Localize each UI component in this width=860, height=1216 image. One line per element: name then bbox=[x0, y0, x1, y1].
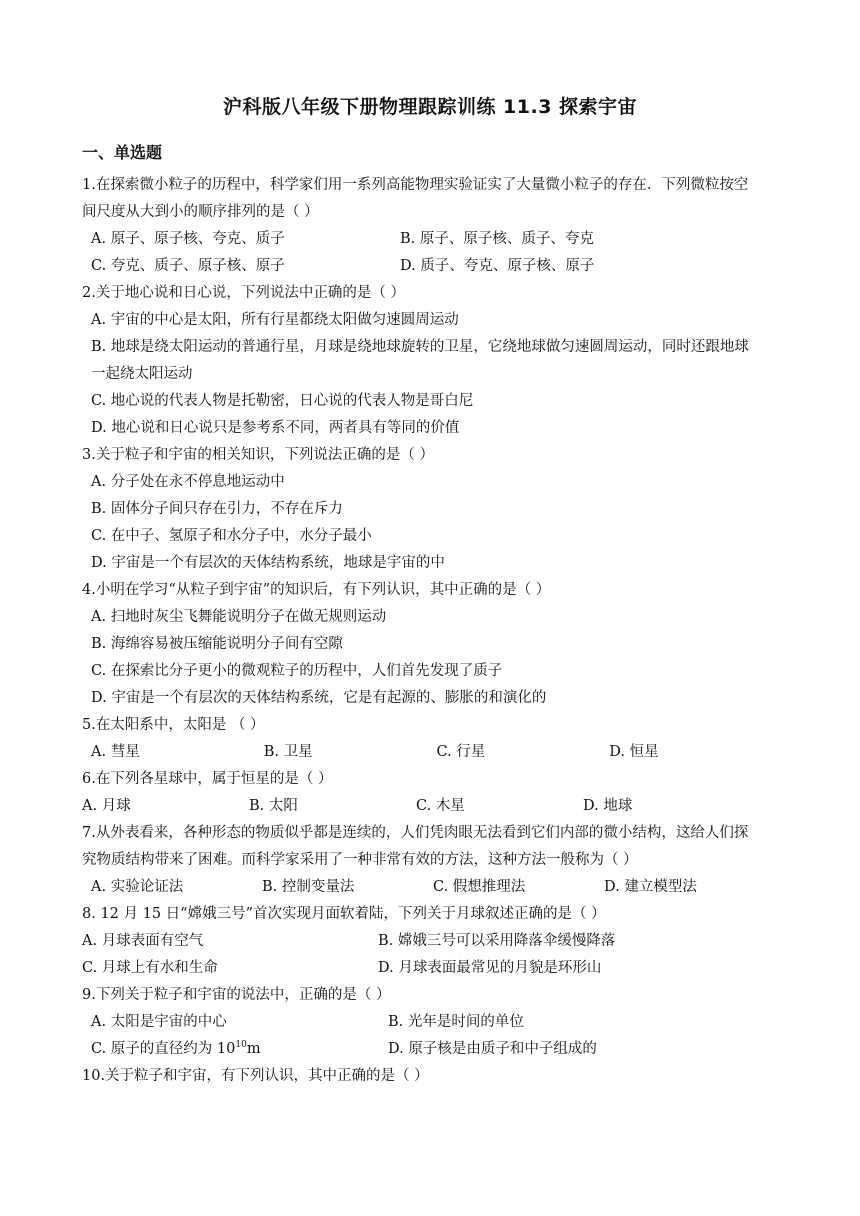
option-b: B. 海绵容易被压缩能说明分子间有空隙 bbox=[91, 636, 343, 652]
option-d: D. 质子、夸克、原子核、原子 bbox=[400, 258, 595, 274]
option-row bbox=[82, 793, 782, 820]
option-d: D. 地球 bbox=[583, 798, 633, 814]
question-stem: 8. 12 月 15 日“嫦娥三号”首次实现月面软着陆，下列关于月球叙述正确的是（ ） bbox=[82, 906, 606, 922]
option-a: A. 月球表面有空气 bbox=[82, 933, 204, 949]
option-d: D. 恒星 bbox=[609, 744, 659, 760]
question-2 bbox=[82, 280, 782, 442]
question-stem: 6.在下列各星球中，属于恒星的是（ ） bbox=[82, 771, 333, 787]
question-10 bbox=[82, 1063, 782, 1090]
option-b: B. 控制变量法 bbox=[262, 879, 355, 895]
question-1 bbox=[82, 172, 782, 280]
question-stem: 4.小明在学习“从粒子到宇宙”的知识后，有下列认识，其中正确的是（ ） bbox=[82, 582, 551, 598]
question-stem: 3.关于粒子和宇宙的相关知识，下列说法正确的是（ ） bbox=[82, 447, 434, 463]
option-b: B. 地球是绕太阳运动的普通行星，月球是绕地球旋转的卫星，它绕地球做匀速圆周运动，同时还跟地球 bbox=[91, 339, 749, 355]
option-a: A. 扫地时灰尘飞舞能说明分子在做无规则运动 bbox=[91, 609, 387, 625]
option-a: A. 太阳是宇宙的中心 bbox=[91, 1014, 227, 1030]
option-row bbox=[82, 739, 782, 766]
option-row bbox=[82, 1036, 782, 1063]
option-row bbox=[82, 874, 782, 901]
option-c: C. 假想推理法 bbox=[433, 879, 526, 895]
option-b: B. 光年是时间的单位 bbox=[388, 1014, 524, 1030]
section-heading: 一、单选题 bbox=[82, 143, 163, 162]
question-list bbox=[82, 172, 782, 1090]
option-row bbox=[82, 226, 782, 253]
question-stem: 2.关于地心说和日心说，下列说法中正确的是（ ） bbox=[82, 285, 405, 301]
option-d: D. 建立模型法 bbox=[604, 879, 697, 895]
question-9 bbox=[82, 982, 782, 1063]
option-row bbox=[82, 955, 782, 982]
question-stem: 1.在探索微小粒子的历程中，科学家们用一系列高能物理实验证实了大量微小粒子的存在．下列微粒按空 bbox=[82, 177, 749, 193]
question-stem-continued: 究物质结构带来了困难。而科学家采用了一种非常有效的方法，这种方法一般称为（ ） bbox=[82, 852, 638, 868]
question-stem-continued: 间尺度从大到小的顺序排列的是（ ） bbox=[82, 204, 319, 220]
option-c: C. 夸克、质子、原子核、原子 bbox=[91, 258, 285, 274]
option-c bbox=[91, 1036, 388, 1063]
option-row bbox=[82, 1009, 782, 1036]
option-a: A. 分子处在永不停息地运动中 bbox=[91, 474, 285, 490]
option-row bbox=[82, 253, 782, 280]
exponent: 10 bbox=[235, 1040, 247, 1050]
option-a: A. 宇宙的中心是太阳，所有行星都绕太阳做匀速圆周运动 bbox=[91, 312, 459, 328]
option-c: C. 地心说的代表人物是托勒密，日心说的代表人物是哥白尼 bbox=[91, 393, 474, 409]
option-b: B. 嫦娥三号可以采用降落伞缓慢降落 bbox=[378, 933, 616, 949]
question-8 bbox=[82, 901, 782, 982]
option-c-text: C. 原子的直径约为 10 bbox=[91, 1041, 236, 1057]
option-row bbox=[82, 928, 782, 955]
question-stem: 9.下列关于粒子和宇宙的说法中，正确的是（ ） bbox=[82, 987, 391, 1003]
option-b: B. 太阳 bbox=[249, 798, 298, 814]
question-stem: 10.关于粒子和宇宙，有下列认识，其中正确的是（ ） bbox=[82, 1068, 429, 1084]
option-c: C. 木星 bbox=[416, 798, 465, 814]
option-b-continued: 一起绕太阳运动 bbox=[91, 366, 193, 382]
question-stem: 5.在太阳系中，太阳是 （ ） bbox=[82, 717, 265, 733]
question-stem: 7.从外表看来，各种形态的物质似乎都是连续的，人们凭肉眼无法看到它们内部的微小结构，这给人们探 bbox=[82, 825, 749, 841]
option-c: C. 月球上有水和生命 bbox=[82, 960, 218, 976]
question-5 bbox=[82, 712, 782, 766]
question-3 bbox=[82, 442, 782, 577]
option-d: D. 原子核是由质子和中子组成的 bbox=[388, 1041, 597, 1057]
page-title: 沪科版八年级下册物理跟踪训练 11.3 探索宇宙 bbox=[222, 96, 638, 118]
option-d: D. 地心说和日心说只是参考系不同，两者具有等同的价值 bbox=[91, 420, 460, 436]
option-c: C. 在中子、氢原子和水分子中，水分子最小 bbox=[91, 528, 372, 544]
option-b: B. 卫星 bbox=[263, 744, 313, 760]
question-7 bbox=[82, 820, 782, 901]
option-b: B. 原子、原子核、质子、夸克 bbox=[400, 231, 594, 247]
option-d: D. 宇宙是一个有层次的天体结构系统，它是有起源的、膨胀的和演化的 bbox=[91, 690, 547, 706]
option-a: A. 原子、原子核、夸克、质子 bbox=[91, 231, 285, 247]
question-6 bbox=[82, 766, 782, 820]
option-a: A. 彗星 bbox=[91, 744, 140, 760]
option-d: D. 月球表面最常见的月貌是环形山 bbox=[378, 960, 602, 976]
question-4 bbox=[82, 577, 782, 712]
option-b: B. 固体分子间只存在引力，不存在斥力 bbox=[91, 501, 343, 517]
option-a: A. 月球 bbox=[82, 798, 131, 814]
option-c: C. 行星 bbox=[436, 744, 486, 760]
option-c: C. 在探索比分子更小的微观粒子的历程中，人们首先发现了质子 bbox=[91, 663, 503, 679]
option-d: D. 宇宙是一个有层次的天体结构系统，地球是宇宙的中 bbox=[91, 555, 445, 571]
option-a: A. 实验论证法 bbox=[91, 879, 184, 895]
option-c-unit: m bbox=[246, 1041, 261, 1057]
